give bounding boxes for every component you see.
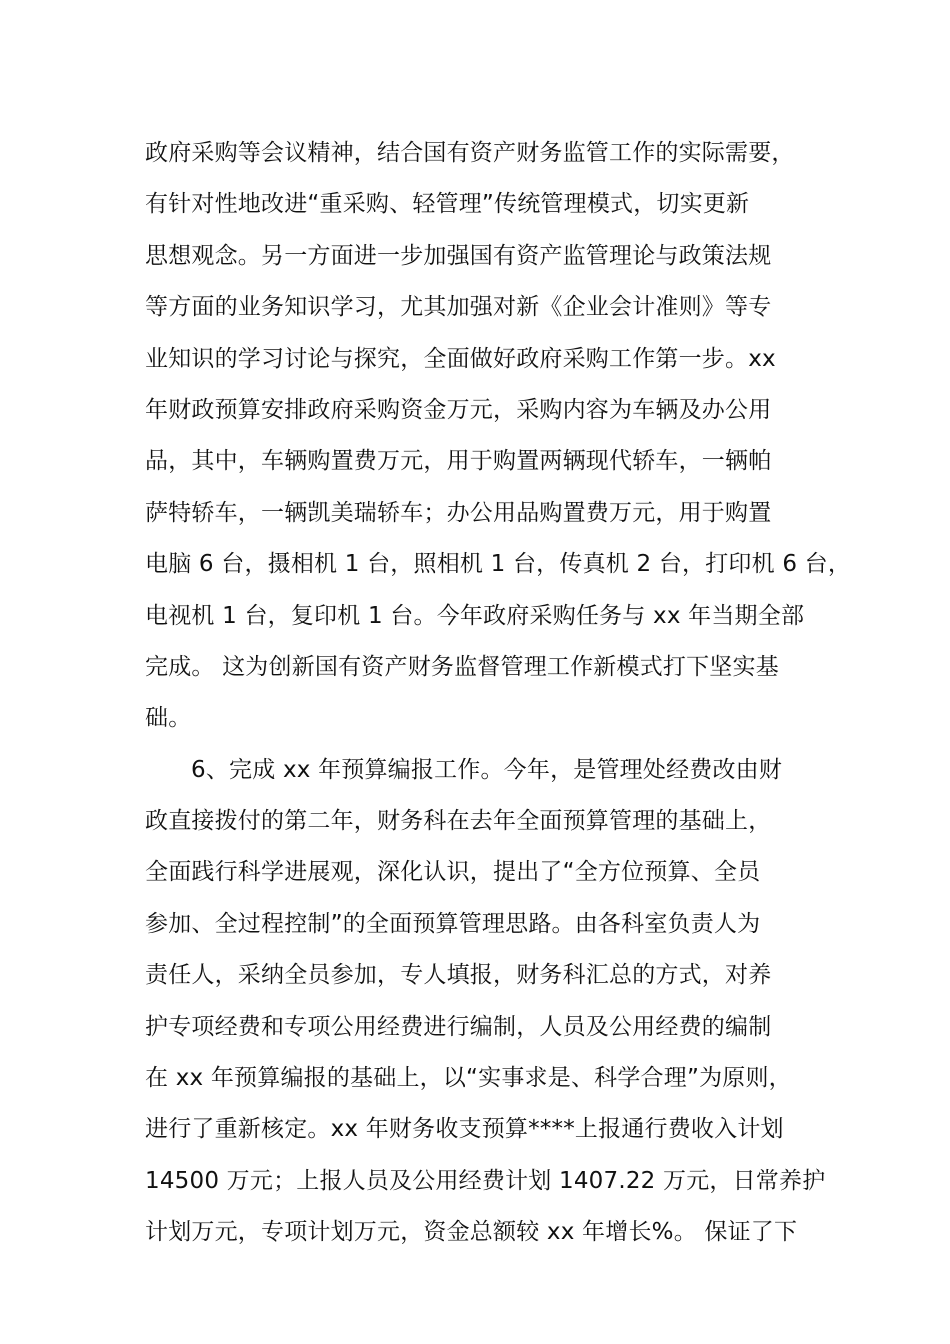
text-line: 完成。 这为创新国有资产财务监督管理工作新模式打下坚实基 <box>145 653 779 680</box>
paragraph-budget <box>145 745 825 1259</box>
text-line: 责任人，采纳全员参加，专人填报，财务科汇总的方式，对养 <box>145 962 772 989</box>
text-line: 电视机 1 台，复印机 1 台。今年政府采购任务与 xx 年当期全部 <box>145 602 805 629</box>
text-line: 有针对性地改进“重采购、轻管理”传统管理模式，切实更新 <box>145 191 750 218</box>
text-line: 电脑 6 台，摄相机 1 台，照相机 1 台，传真机 2 台，打印机 6 台， <box>145 551 852 578</box>
document-body <box>145 128 852 1259</box>
text-line: 进行了重新核定。xx 年财务收支预算****上报通行费收入计划 <box>145 1116 784 1143</box>
text-line: 年财政预算安排政府采购资金万元，采购内容为车辆及办公用 <box>145 396 772 423</box>
text-line: 14500 万元；上报人员及公用经费计划 1407.22 万元，日常养护 <box>145 1167 826 1194</box>
text-line: 思想观念。另一方面进一步加强国有资产监管理论与政策法规 <box>145 242 772 269</box>
text-line-first: 6、完成 xx 年预算编报工作。今年，是管理处经费改由财 <box>191 756 783 783</box>
text-line: 护专项经费和专项公用经费进行编制，人员及公用经费的编制 <box>145 1013 772 1040</box>
text-line: 政直接拨付的第二年，财务科在去年全面预算管理的基础上， <box>145 808 772 835</box>
text-line: 在 xx 年预算编报的基础上，以“实事求是、科学合理”为原则， <box>145 1065 792 1092</box>
text-line: 政府采购等会议精神，结合国有资产财务监管工作的实际需要， <box>145 140 795 166</box>
text-line: 品，其中，车辆购置费万元，用于购置两辆现代轿车，一辆帕 <box>145 448 772 475</box>
text-line: 础。 <box>145 705 192 732</box>
text-line: 参加、全过程控制”的全面预算管理思路。由各科室负责人为 <box>145 910 761 937</box>
paragraph-procurement <box>145 128 852 745</box>
text-line: 计划万元，专项计划万元，资金总额较 xx 年增长%。 保证了下 <box>145 1219 798 1246</box>
text-line: 萨特轿车，一辆凯美瑞轿车；办公用品购置费万元，用于购置 <box>145 499 772 526</box>
text-line: 等方面的业务知识学习，尤其加强对新《企业会计准则》等专 <box>145 294 772 321</box>
text-line: 业知识的学习讨论与探究，全面做好政府采购工作第一步。xx <box>145 345 776 372</box>
text-line: 全面践行科学进展观，深化认识，提出了“全方位预算、全员 <box>145 859 761 886</box>
